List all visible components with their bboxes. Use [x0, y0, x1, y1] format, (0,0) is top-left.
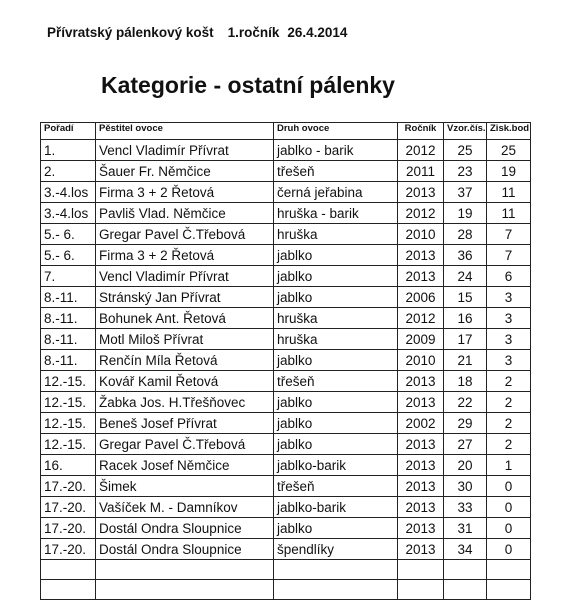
column-header-pestitel: Pěstitel ovoce	[96, 123, 274, 140]
cell-poradi: 5.- 6.	[41, 245, 96, 266]
table-row	[41, 539, 531, 560]
cell-rocnik: 2013	[398, 455, 444, 476]
table-row	[41, 434, 531, 455]
cell-vzorek: 31	[444, 518, 487, 539]
cell-body: 2	[487, 392, 531, 413]
cell-vzorek: 25	[444, 140, 487, 161]
empty-cell	[398, 580, 444, 600]
cell-pestitel: Šauer Fr. Němčice	[96, 161, 274, 182]
cell-rocnik: 2010	[398, 350, 444, 371]
cell-poradi: 8.-11.	[41, 287, 96, 308]
empty-cell	[96, 560, 274, 580]
cell-body: 1	[487, 455, 531, 476]
table-row	[41, 308, 531, 329]
event-date: 26.4.2014	[287, 25, 348, 40]
cell-vzorek: 33	[444, 497, 487, 518]
cell-vzorek: 18	[444, 371, 487, 392]
cell-pestitel: Renčín Míla Řetová	[96, 350, 274, 371]
cell-druh: jablko	[274, 350, 398, 371]
cell-druh: hruška	[274, 329, 398, 350]
cell-pestitel: Stránský Jan Přívrat	[96, 287, 274, 308]
cell-vzorek: 28	[444, 224, 487, 245]
cell-vzorek: 30	[444, 476, 487, 497]
cell-vzorek: 27	[444, 434, 487, 455]
table-row	[41, 476, 531, 497]
cell-body: 0	[487, 497, 531, 518]
cell-druh: jablko	[274, 518, 398, 539]
cell-pestitel: Žabka Jos. H.Třešňovec	[96, 392, 274, 413]
cell-rocnik: 2013	[398, 266, 444, 287]
cell-rocnik: 2013	[398, 539, 444, 560]
cell-pestitel: Pavliš Vlad. Němčice	[96, 203, 274, 224]
cell-druh: jablko	[274, 413, 398, 434]
cell-pestitel: Kovář Kamil Řetová	[96, 371, 274, 392]
cell-pestitel: Gregar Pavel Č.Třebová	[96, 434, 274, 455]
cell-druh: hruška	[274, 308, 398, 329]
cell-pestitel: Dostál Ondra Sloupnice	[96, 539, 274, 560]
cell-druh: třešeň	[274, 161, 398, 182]
cell-druh: jablko	[274, 266, 398, 287]
cell-body: 3	[487, 350, 531, 371]
cell-vzorek: 22	[444, 392, 487, 413]
cell-pestitel: Vencl Vladimír Přívrat	[96, 266, 274, 287]
blank-table-row	[41, 580, 531, 600]
event-name: Přívratský pálenkový košt	[47, 25, 214, 40]
empty-cell	[487, 560, 531, 580]
cell-rocnik: 2012	[398, 308, 444, 329]
cell-poradi: 12.-15.	[41, 371, 96, 392]
table-row	[41, 161, 531, 182]
cell-poradi: 17.-20.	[41, 497, 96, 518]
empty-cell	[487, 580, 531, 600]
cell-poradi: 16.	[41, 455, 96, 476]
cell-druh: jablko	[274, 245, 398, 266]
table-row	[41, 455, 531, 476]
cell-rocnik: 2013	[398, 182, 444, 203]
cell-druh: jablko-barik	[274, 497, 398, 518]
cell-vzorek: 21	[444, 350, 487, 371]
cell-poradi: 12.-15.	[41, 392, 96, 413]
cell-body: 3	[487, 329, 531, 350]
cell-vzorek: 19	[444, 203, 487, 224]
cell-druh: jablko	[274, 287, 398, 308]
table-row	[41, 287, 531, 308]
cell-druh: jablko - barik	[274, 140, 398, 161]
empty-cell	[274, 580, 398, 600]
cell-body: 19	[487, 161, 531, 182]
cell-pestitel: Bohunek Ant. Řetová	[96, 308, 274, 329]
cell-poradi: 2.	[41, 161, 96, 182]
table-header-row	[41, 123, 531, 140]
cell-rocnik: 2012	[398, 203, 444, 224]
cell-body: 3	[487, 308, 531, 329]
cell-rocnik: 2012	[398, 140, 444, 161]
cell-vzorek: 23	[444, 161, 487, 182]
blank-table-row	[41, 560, 531, 580]
cell-rocnik: 2013	[398, 245, 444, 266]
cell-body: 7	[487, 245, 531, 266]
cell-poradi: 3.-4.los	[41, 182, 96, 203]
table-row	[41, 350, 531, 371]
cell-druh: jablko-barik	[274, 455, 398, 476]
cell-vzorek: 17	[444, 329, 487, 350]
cell-rocnik: 2013	[398, 434, 444, 455]
cell-poradi: 12.-15.	[41, 434, 96, 455]
cell-body: 0	[487, 518, 531, 539]
cell-pestitel: Firma 3 + 2 Řetová	[96, 182, 274, 203]
table-row	[41, 329, 531, 350]
cell-rocnik: 2009	[398, 329, 444, 350]
cell-pestitel: Motl Miloš Přívrat	[96, 329, 274, 350]
column-header-body: Zisk.bod	[487, 123, 531, 140]
cell-vzorek: 36	[444, 245, 487, 266]
cell-poradi: 8.-11.	[41, 350, 96, 371]
cell-body: 3	[487, 287, 531, 308]
cell-vzorek: 15	[444, 287, 487, 308]
empty-cell	[444, 560, 487, 580]
cell-poradi: 17.-20.	[41, 539, 96, 560]
table-row	[41, 371, 531, 392]
empty-cell	[398, 560, 444, 580]
column-header-poradi: Pořadí	[41, 123, 96, 140]
table-row	[41, 245, 531, 266]
cell-pestitel: Firma 3 + 2 Řetová	[96, 245, 274, 266]
cell-poradi: 8.-11.	[41, 308, 96, 329]
empty-cell	[96, 580, 274, 600]
cell-poradi: 1.	[41, 140, 96, 161]
cell-vzorek: 20	[444, 455, 487, 476]
page-title: Kategorie - ostatní pálenky	[101, 72, 395, 98]
empty-cell	[444, 580, 487, 600]
cell-druh: jablko	[274, 434, 398, 455]
cell-poradi: 7.	[41, 266, 96, 287]
cell-body: 11	[487, 203, 531, 224]
table-row	[41, 392, 531, 413]
cell-body: 7	[487, 224, 531, 245]
table-row	[41, 224, 531, 245]
cell-body: 0	[487, 476, 531, 497]
cell-body: 2	[487, 371, 531, 392]
results-table	[40, 122, 531, 600]
cell-poradi: 8.-11.	[41, 329, 96, 350]
cell-druh: černá jeřabina	[274, 182, 398, 203]
cell-pestitel: Vencl Vladimír Přívrat	[96, 140, 274, 161]
cell-vzorek: 34	[444, 539, 487, 560]
cell-druh: jablko	[274, 392, 398, 413]
cell-pestitel: Racek Josef Němčice	[96, 455, 274, 476]
cell-poradi: 12.-15.	[41, 413, 96, 434]
column-header-vzorek: Vzor.čís.	[444, 123, 487, 140]
cell-rocnik: 2013	[398, 392, 444, 413]
cell-poradi: 17.-20.	[41, 518, 96, 539]
edition: 1.ročník	[227, 25, 280, 40]
cell-body: 6	[487, 266, 531, 287]
document-header	[47, 25, 347, 40]
cell-vzorek: 29	[444, 413, 487, 434]
cell-druh: třešeň	[274, 476, 398, 497]
cell-pestitel: Vašíček M. - Damníkov	[96, 497, 274, 518]
cell-rocnik: 2011	[398, 161, 444, 182]
cell-vzorek: 24	[444, 266, 487, 287]
cell-poradi: 5.- 6.	[41, 224, 96, 245]
cell-poradi: 3.-4.los	[41, 203, 96, 224]
cell-vzorek: 37	[444, 182, 487, 203]
cell-pestitel: Beneš Josef Přívrat	[96, 413, 274, 434]
cell-druh: hruška - barik	[274, 203, 398, 224]
cell-druh: hruška	[274, 224, 398, 245]
column-header-druh: Druh ovoce	[274, 123, 398, 140]
cell-body: 2	[487, 434, 531, 455]
cell-druh: třešeň	[274, 371, 398, 392]
cell-body: 0	[487, 539, 531, 560]
cell-rocnik: 2013	[398, 476, 444, 497]
table-row	[41, 413, 531, 434]
cell-pestitel: Šimek	[96, 476, 274, 497]
column-header-rocnik: Ročník	[398, 123, 444, 140]
cell-body: 11	[487, 182, 531, 203]
table-row	[41, 266, 531, 287]
cell-rocnik: 2013	[398, 497, 444, 518]
cell-pestitel: Gregar Pavel Č.Třebová	[96, 224, 274, 245]
cell-vzorek: 16	[444, 308, 487, 329]
cell-poradi: 17.-20.	[41, 476, 96, 497]
table-row	[41, 203, 531, 224]
empty-cell	[41, 560, 96, 580]
table-row	[41, 182, 531, 203]
cell-body: 2	[487, 413, 531, 434]
table-row	[41, 497, 531, 518]
table-row	[41, 140, 531, 161]
cell-druh: špendlíky	[274, 539, 398, 560]
cell-body: 25	[487, 140, 531, 161]
empty-cell	[274, 560, 398, 580]
table-row	[41, 518, 531, 539]
cell-rocnik: 2010	[398, 224, 444, 245]
cell-rocnik: 2013	[398, 518, 444, 539]
cell-rocnik: 2002	[398, 413, 444, 434]
empty-cell	[41, 580, 96, 600]
cell-pestitel: Dostál Ondra Sloupnice	[96, 518, 274, 539]
cell-rocnik: 2013	[398, 371, 444, 392]
cell-rocnik: 2006	[398, 287, 444, 308]
